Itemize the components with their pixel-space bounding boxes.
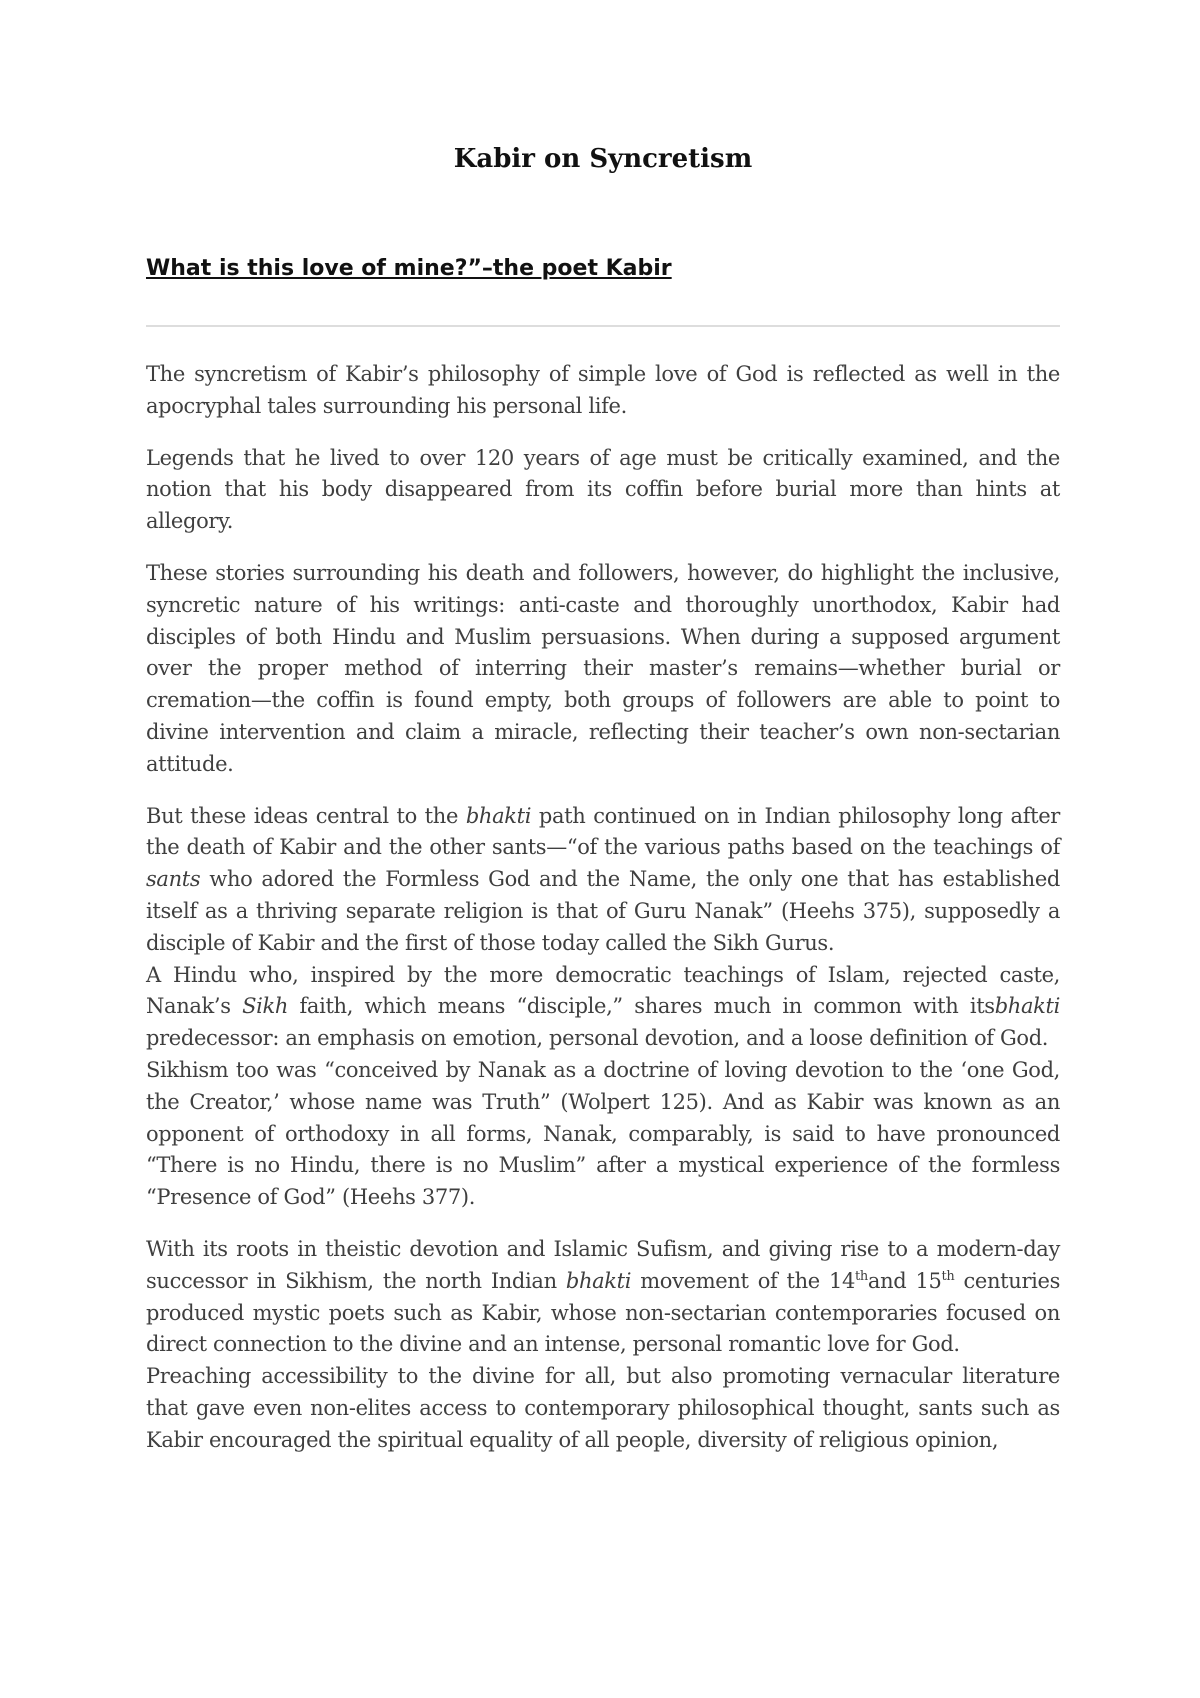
document-page bbox=[146, 0, 1060, 1698]
paragraph-5-text-b: faith, which means “disciple,” shares much in common with its bbox=[288, 994, 995, 1019]
superscript-th: th bbox=[855, 1268, 868, 1284]
document-body bbox=[146, 359, 1060, 1457]
paragraph-4 bbox=[146, 801, 1060, 960]
paragraph-7 bbox=[146, 1234, 1060, 1361]
paragraph-6: Sikhism too was “conceived by Nanak as a doctrine of loving devotion to the ‘one God, the Creator,’ whose name was Truth” (Wolpert 125). And as Kabir was known as an opponent of orthodoxy in all forms, Nanak, comparably, is said to have pronounced “There is no Hindu, there is no Muslim” after a mystical experience of the formless “Presence of God” (Heehs 377). bbox=[146, 1057, 1060, 1210]
superscript-th: th bbox=[941, 1268, 955, 1284]
paragraph-4-text-c: who adored the Formless God and the Name, the only one that has established itself as a thriving separate religion is that of Guru Nanak” (Heehs 375), supposedly a disciple of Kabir and the first of those today called the Sikh Gurus. bbox=[146, 867, 1060, 955]
paragraph-4-text-a: But these ideas central to the bbox=[146, 803, 466, 828]
paragraph-7-text-b: movement of the 14 bbox=[631, 1268, 856, 1293]
horizontal-divider bbox=[146, 325, 1060, 327]
paragraph-5 bbox=[146, 960, 1060, 1055]
paragraph-8: Preaching accessibility to the divine for all, but also promoting vernacular literature that gave even non-elites access to contemporary philosophical thought, sants such as Kabir encouraged the spiritual equality of all people, diversity of religious opinion, bbox=[146, 1364, 1060, 1452]
paragraph-7-text-d: centuries produced mystic poets such as Kabir, whose non-sectarian contemporaries focused on direct connection to the divine and an intense, personal romantic love for God. bbox=[146, 1268, 1061, 1357]
paragraph-5-text-a: A Hindu who, inspired by the more democratic teachings of Islam, rejected caste, Nanak’s bbox=[146, 962, 1060, 1019]
document-subtitle: What is this love of mine?”–the poet Kabir bbox=[146, 256, 672, 281]
italic-term-bhakti: bhakti bbox=[994, 994, 1060, 1019]
italic-term-sikh: Sikh bbox=[242, 994, 289, 1019]
italic-term-bhakti: bhakti bbox=[565, 1268, 632, 1293]
paragraph-3: These stories surrounding his death and followers, however, do highlight the inclusive, syncretic nature of his writings: anti-caste and thoroughly unorthodox, Kabir had disciples of both Hindu and Muslim persuasions. When during a supposed argument over the proper method of interring their master’s remains—whether burial or cremation—the coffin is found empty, both groups of followers are able to point to divine intervention and claim a miracle, reflecting their teacher’s own non-sectarian attitude. bbox=[146, 560, 1060, 776]
italic-term-sants: sants bbox=[146, 867, 201, 892]
paragraph-2: Legends that he lived to over 120 years of age must be critically examined, and the notion that his body disappeared from its coffin before burial more than hints at allegory. bbox=[146, 445, 1060, 534]
paragraph-4-text-b: path continued on in Indian philosophy long after the death of Kabir and the other sants—“of the various paths based on the teachings of bbox=[146, 803, 1060, 860]
paragraph-7-text-a: With its roots in theistic devotion and Islamic Sufism, and giving rise to a modern-day successor in Sikhism, the north Indian bbox=[146, 1236, 1060, 1293]
italic-term-bhakti: bhakti bbox=[465, 803, 532, 828]
document-title: Kabir on Syncretism bbox=[453, 144, 753, 174]
paragraph-5-text-c: predecessor: an emphasis on emotion, personal devotion, and a loose definition of God. bbox=[146, 1026, 1049, 1051]
paragraph-1: The syncretism of Kabir’s philosophy of simple love of God is reflected as well in the apocryphal tales surrounding his personal life. bbox=[146, 362, 1060, 418]
paragraph-7-text-c: and 15 bbox=[867, 1268, 942, 1293]
